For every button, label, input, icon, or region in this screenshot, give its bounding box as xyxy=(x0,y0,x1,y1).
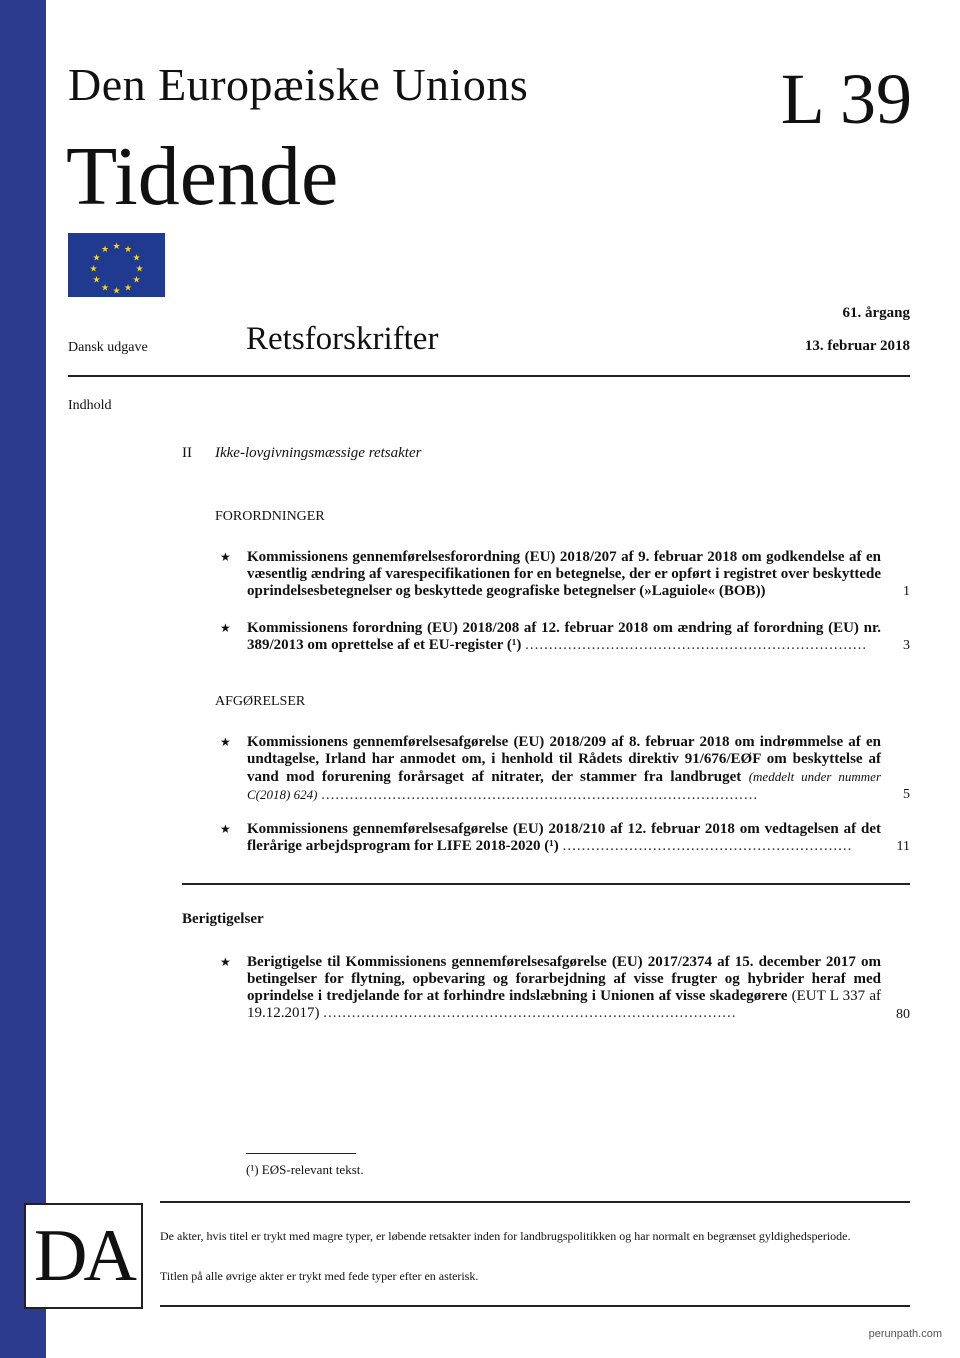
volume-label: 61. årgang xyxy=(842,305,910,321)
part-title: Ikke-lovgivningsmæssige retsakter xyxy=(215,445,422,461)
part-number: II xyxy=(182,445,192,461)
asterisk-icon: ★ xyxy=(220,822,231,836)
toc-entry[interactable] xyxy=(220,620,910,656)
asterisk-icon: ★ xyxy=(220,735,231,749)
toc-entry[interactable] xyxy=(220,821,910,857)
language-code-box xyxy=(24,1203,143,1309)
toc-entry-text xyxy=(247,734,881,804)
svg-text:★: ★ xyxy=(135,264,144,275)
toc-entry-title: Kommissionens gennemførelsesafgørelse (EU) 2018/209 af 8. februar 2018 om indrømmelse af en undtagelse, Irland har anmodet om, i henhold til Rådets direktiv 91/676/EØF om beskyttelse af vand mod forurening forårsaget af nitrater, der stammer fra landbruget xyxy=(247,734,881,785)
section-title-decisions: AFGØRELSER xyxy=(215,694,306,709)
toc-entry-text xyxy=(247,821,881,855)
toc-entry-text xyxy=(247,549,881,600)
svg-text:★: ★ xyxy=(123,283,133,294)
toc-entry[interactable] xyxy=(220,954,910,1024)
toc-leader-dots: ....................................................................................... xyxy=(323,1005,737,1021)
svg-text:★: ★ xyxy=(100,245,110,255)
svg-text:★: ★ xyxy=(132,253,141,264)
svg-text:★: ★ xyxy=(112,242,121,252)
toc-leader-dots: ............................................................................................ xyxy=(321,787,759,803)
toc-entry[interactable] xyxy=(220,549,910,601)
toc-entry-text xyxy=(247,954,881,1022)
issue-number: L 39 xyxy=(780,59,912,139)
svg-text:★: ★ xyxy=(89,264,98,275)
header-divider xyxy=(68,375,910,377)
issue-date: 13. februar 2018 xyxy=(804,338,910,354)
svg-text:★: ★ xyxy=(123,245,133,255)
toc-entry-text xyxy=(247,620,881,654)
toc-entry-title: Kommissionens gennemførelsesafgørelse (EU) 2018/210 af 12. februar 2018 om vedtagelsen af det flerårige arbejdsprogram for LIFE 2018-2020 (¹) xyxy=(247,821,881,854)
corrigenda-divider xyxy=(182,883,910,885)
edition-label: Dansk udgave xyxy=(68,340,148,355)
toc-entry-page: 11 xyxy=(896,839,910,854)
eu-flag-stars xyxy=(68,233,165,297)
corrigenda-title: Berigtigelser xyxy=(182,911,264,927)
toc-entry-page: 3 xyxy=(903,638,910,653)
section-title-regulations: FORORDNINGER xyxy=(215,509,325,524)
blue-side-bar xyxy=(0,0,46,1358)
eu-flag-icon xyxy=(68,233,165,297)
svg-text:★: ★ xyxy=(92,253,101,264)
toc-entry-page: 80 xyxy=(896,1007,910,1022)
notes-bottom-divider xyxy=(160,1305,910,1307)
svg-text:★: ★ xyxy=(100,283,110,294)
toc-entry-page: 1 xyxy=(903,584,910,599)
toc-entry-note: (meddelt under nummer C(2018) 624) xyxy=(247,769,882,802)
series-title: Retsforskrifter xyxy=(246,321,439,357)
toc-entry[interactable] xyxy=(220,734,910,804)
svg-text:★: ★ xyxy=(92,275,101,286)
toc-leader-dots: ............................................................. xyxy=(562,838,853,854)
toc-entry-title: Kommissionens forordning (EU) 2018/208 af 12. februar 2018 om ændring af forordning (EU) nr. 389/2013 om oprettelse af et EU-register (¹) xyxy=(247,620,881,653)
toc-leader-dots: ........................................................................ xyxy=(525,637,868,653)
toc-entry-title: Berigtigelse til Kommissionens gennemførelsesafgørelse (EU) 2017/2374 af 15. december 2017 om betingelser for flytning, opbevaring og forarbejdning af visse frugter og hybrider heraf med oprindelse i tredjelande for at forhindre indslæbning i Unionen af visse skadegørere xyxy=(247,954,881,1004)
language-code: DA xyxy=(34,1214,133,1297)
typography-note-1: De akter, hvis titel er trykt med magre typer, er løbende retsakter inden for landbrugspolitikken og har normalt en begrænset gyldighedsperiode. xyxy=(160,1229,851,1243)
asterisk-icon: ★ xyxy=(220,550,231,564)
contents-label: Indhold xyxy=(68,398,112,413)
typography-note-2: Titlen på alle øvrige akter er trykt med fede typer efter en asterisk. xyxy=(160,1269,479,1283)
footnote-divider xyxy=(246,1153,356,1154)
footnote: (¹) EØS-relevant tekst. xyxy=(246,1162,364,1177)
toc-entry-title: Kommissionens gennemførelsesforordning (EU) 2018/207 af 9. februar 2018 om godkendelse af en væsentlig ændring af varespecifikationen for en betegnelse, der er opført i registret over beskyttede oprindelsesbetegnelser og beskyttede geografiske betegnelser (»Laguiole« (BOB)) xyxy=(247,549,881,599)
svg-text:★: ★ xyxy=(112,286,121,297)
watermark: perunpath.com xyxy=(868,1328,942,1340)
journal-title-line2: Tidende xyxy=(66,130,339,223)
notes-top-divider xyxy=(160,1201,910,1203)
svg-text:★: ★ xyxy=(132,275,141,286)
toc-entry-page: 5 xyxy=(903,787,910,802)
toc-entry-ref: (EUT L 337 af 19.12.2017) xyxy=(247,988,882,1021)
asterisk-icon: ★ xyxy=(220,621,231,635)
journal-title-line1: Den Europæiske Unions xyxy=(68,59,529,110)
asterisk-icon: ★ xyxy=(220,955,231,969)
